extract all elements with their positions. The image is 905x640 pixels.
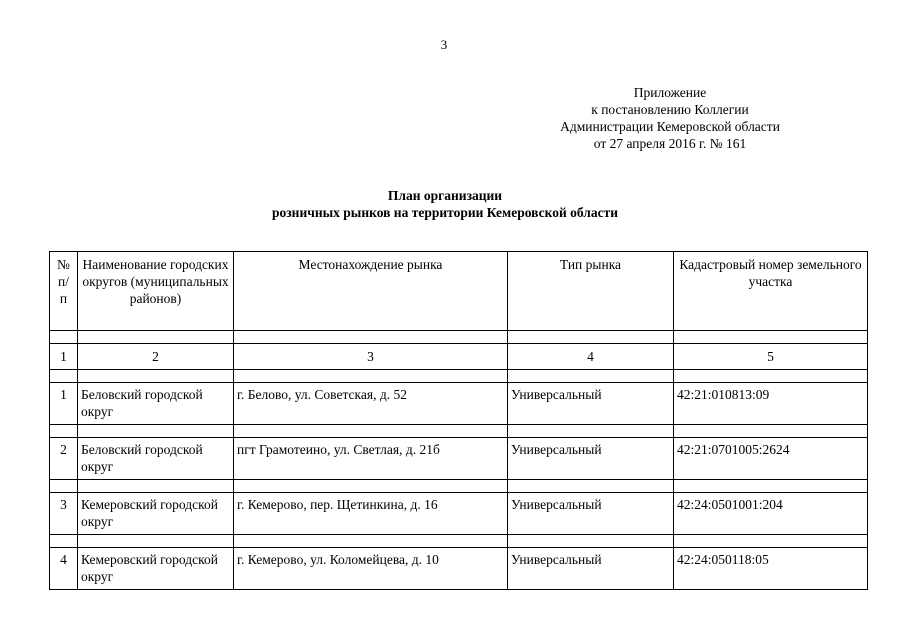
appendix-line: к постановлению Коллегии bbox=[591, 102, 749, 117]
district-cell: Беловский городской округ bbox=[78, 438, 234, 480]
header-cadastral: Кадастровый номер земельного участка bbox=[674, 252, 868, 331]
table-spacer bbox=[50, 331, 868, 344]
appendix-block bbox=[500, 84, 840, 152]
row-number: 4 bbox=[50, 548, 78, 590]
location-cell: пгт Грамотеино, ул. Светлая, д. 21б bbox=[234, 438, 508, 480]
cadastral-cell: 42:24:0501001:204 bbox=[674, 493, 868, 535]
appendix-line: Администрации Кемеровской области bbox=[560, 119, 780, 134]
table-spacer bbox=[50, 425, 868, 438]
table-row bbox=[50, 383, 868, 425]
column-number: 2 bbox=[78, 344, 234, 370]
row-number: 1 bbox=[50, 383, 78, 425]
appendix-line: Приложение bbox=[633, 85, 707, 100]
column-number: 5 bbox=[674, 344, 868, 370]
header-market-type: Тип рынка bbox=[508, 252, 674, 331]
title-line: План организации bbox=[387, 188, 503, 203]
markets-table bbox=[49, 251, 868, 590]
page-number: 3 bbox=[440, 37, 448, 52]
table-spacer bbox=[50, 370, 868, 383]
title-line: розничных рынков на территории Кемеровской области bbox=[272, 205, 618, 220]
table-spacer bbox=[50, 535, 868, 548]
table-spacer bbox=[50, 480, 868, 493]
column-number: 4 bbox=[508, 344, 674, 370]
header-location: Местонахождение рынка bbox=[234, 252, 508, 331]
table-row bbox=[50, 548, 868, 590]
header-number-line: № bbox=[57, 257, 70, 272]
market-type-cell: Универсальный bbox=[508, 438, 674, 480]
header-number-line: п/ bbox=[58, 274, 69, 289]
table-header-row bbox=[50, 252, 868, 331]
market-type-cell: Универсальный bbox=[508, 493, 674, 535]
cadastral-cell: 42:21:0701005:2624 bbox=[674, 438, 868, 480]
location-cell: г. Кемерово, ул. Коломейцева, д. 10 bbox=[234, 548, 508, 590]
cadastral-cell: 42:24:050118:05 bbox=[674, 548, 868, 590]
table-row bbox=[50, 493, 868, 535]
table-row bbox=[50, 438, 868, 480]
row-number: 2 bbox=[50, 438, 78, 480]
document-title bbox=[0, 187, 890, 221]
market-type-cell: Универсальный bbox=[508, 383, 674, 425]
header-number bbox=[50, 252, 78, 331]
cadastral-cell: 42:21:010813:09 bbox=[674, 383, 868, 425]
header-district: Наименование городских округов (муниципальных районов) bbox=[78, 252, 234, 331]
appendix-line: от 27 апреля 2016 г. № 161 bbox=[593, 136, 747, 151]
location-cell: г. Белово, ул. Советская, д. 52 bbox=[234, 383, 508, 425]
row-number: 3 bbox=[50, 493, 78, 535]
district-cell: Кемеровский городской округ bbox=[78, 493, 234, 535]
column-number: 3 bbox=[234, 344, 508, 370]
header-number-line: п bbox=[59, 291, 68, 306]
market-type-cell: Универсальный bbox=[508, 548, 674, 590]
column-number: 1 bbox=[50, 344, 78, 370]
location-cell: г. Кемерово, пер. Щетинкина, д. 16 bbox=[234, 493, 508, 535]
district-cell: Беловский городской округ bbox=[78, 383, 234, 425]
column-number-row bbox=[50, 344, 868, 370]
district-cell: Кемеровский городской округ bbox=[78, 548, 234, 590]
